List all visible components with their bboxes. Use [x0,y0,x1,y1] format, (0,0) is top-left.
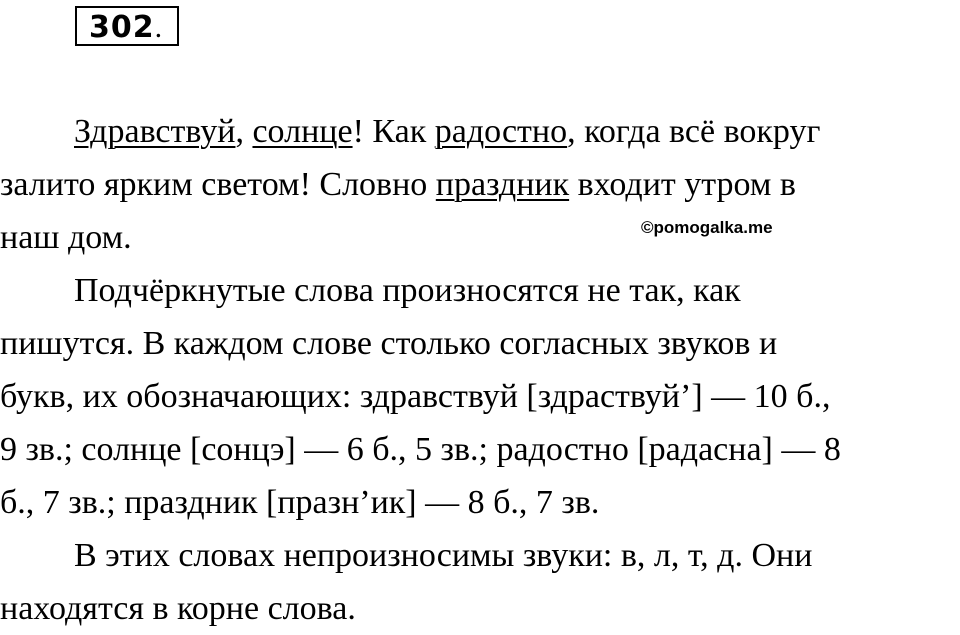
exercise-number: 302 [89,10,155,45]
watermark: ©pomogalka.me [641,218,773,237]
exercise-number-dot: . [154,11,164,44]
text-line-9: В этих словах непроизносимы звуки: в, л, т, д. Они [74,537,813,574]
text-line-6: букв, их обозначающих: здравствуй [здраствуй’] — 10 б., [0,378,831,415]
text-line-7: 9 зв.; солнце [сонцэ] — 6 б., 5 зв.; радостно [радасна] — 8 [0,431,841,468]
text-line-8: б., 7 зв.; праздник [празн’ик] — 8 б., 7 зв. [0,484,600,521]
text-fragment: ! Как [352,113,435,150]
text-line-2 [0,158,960,211]
text-line-5: пишутся. В каждом слове столько согласных звуков и [0,325,778,362]
underlined-word-prazdnik: праздник [435,166,570,203]
text-fragment: , когда всё вокруг [567,113,821,150]
text-line-3: наш дом. [0,219,132,256]
underlined-word-zdravstvuy: Здравствуй [74,113,236,150]
text-line-4: Подчёркнутые слова произносятся не так, как [74,272,741,309]
underlined-word-solntse: солнце [252,113,353,150]
answer-text [0,105,960,635]
exercise-number-box [75,6,179,46]
underlined-word-radostno: радостно [434,113,568,150]
text-fragment: залито ярким светом! Словно [0,166,436,203]
text-line-1 [0,105,960,158]
text-fragment: входит утром в [569,166,796,203]
text-line-10: находятся в корне слова. [0,590,356,627]
text-fragment: , [235,113,253,150]
